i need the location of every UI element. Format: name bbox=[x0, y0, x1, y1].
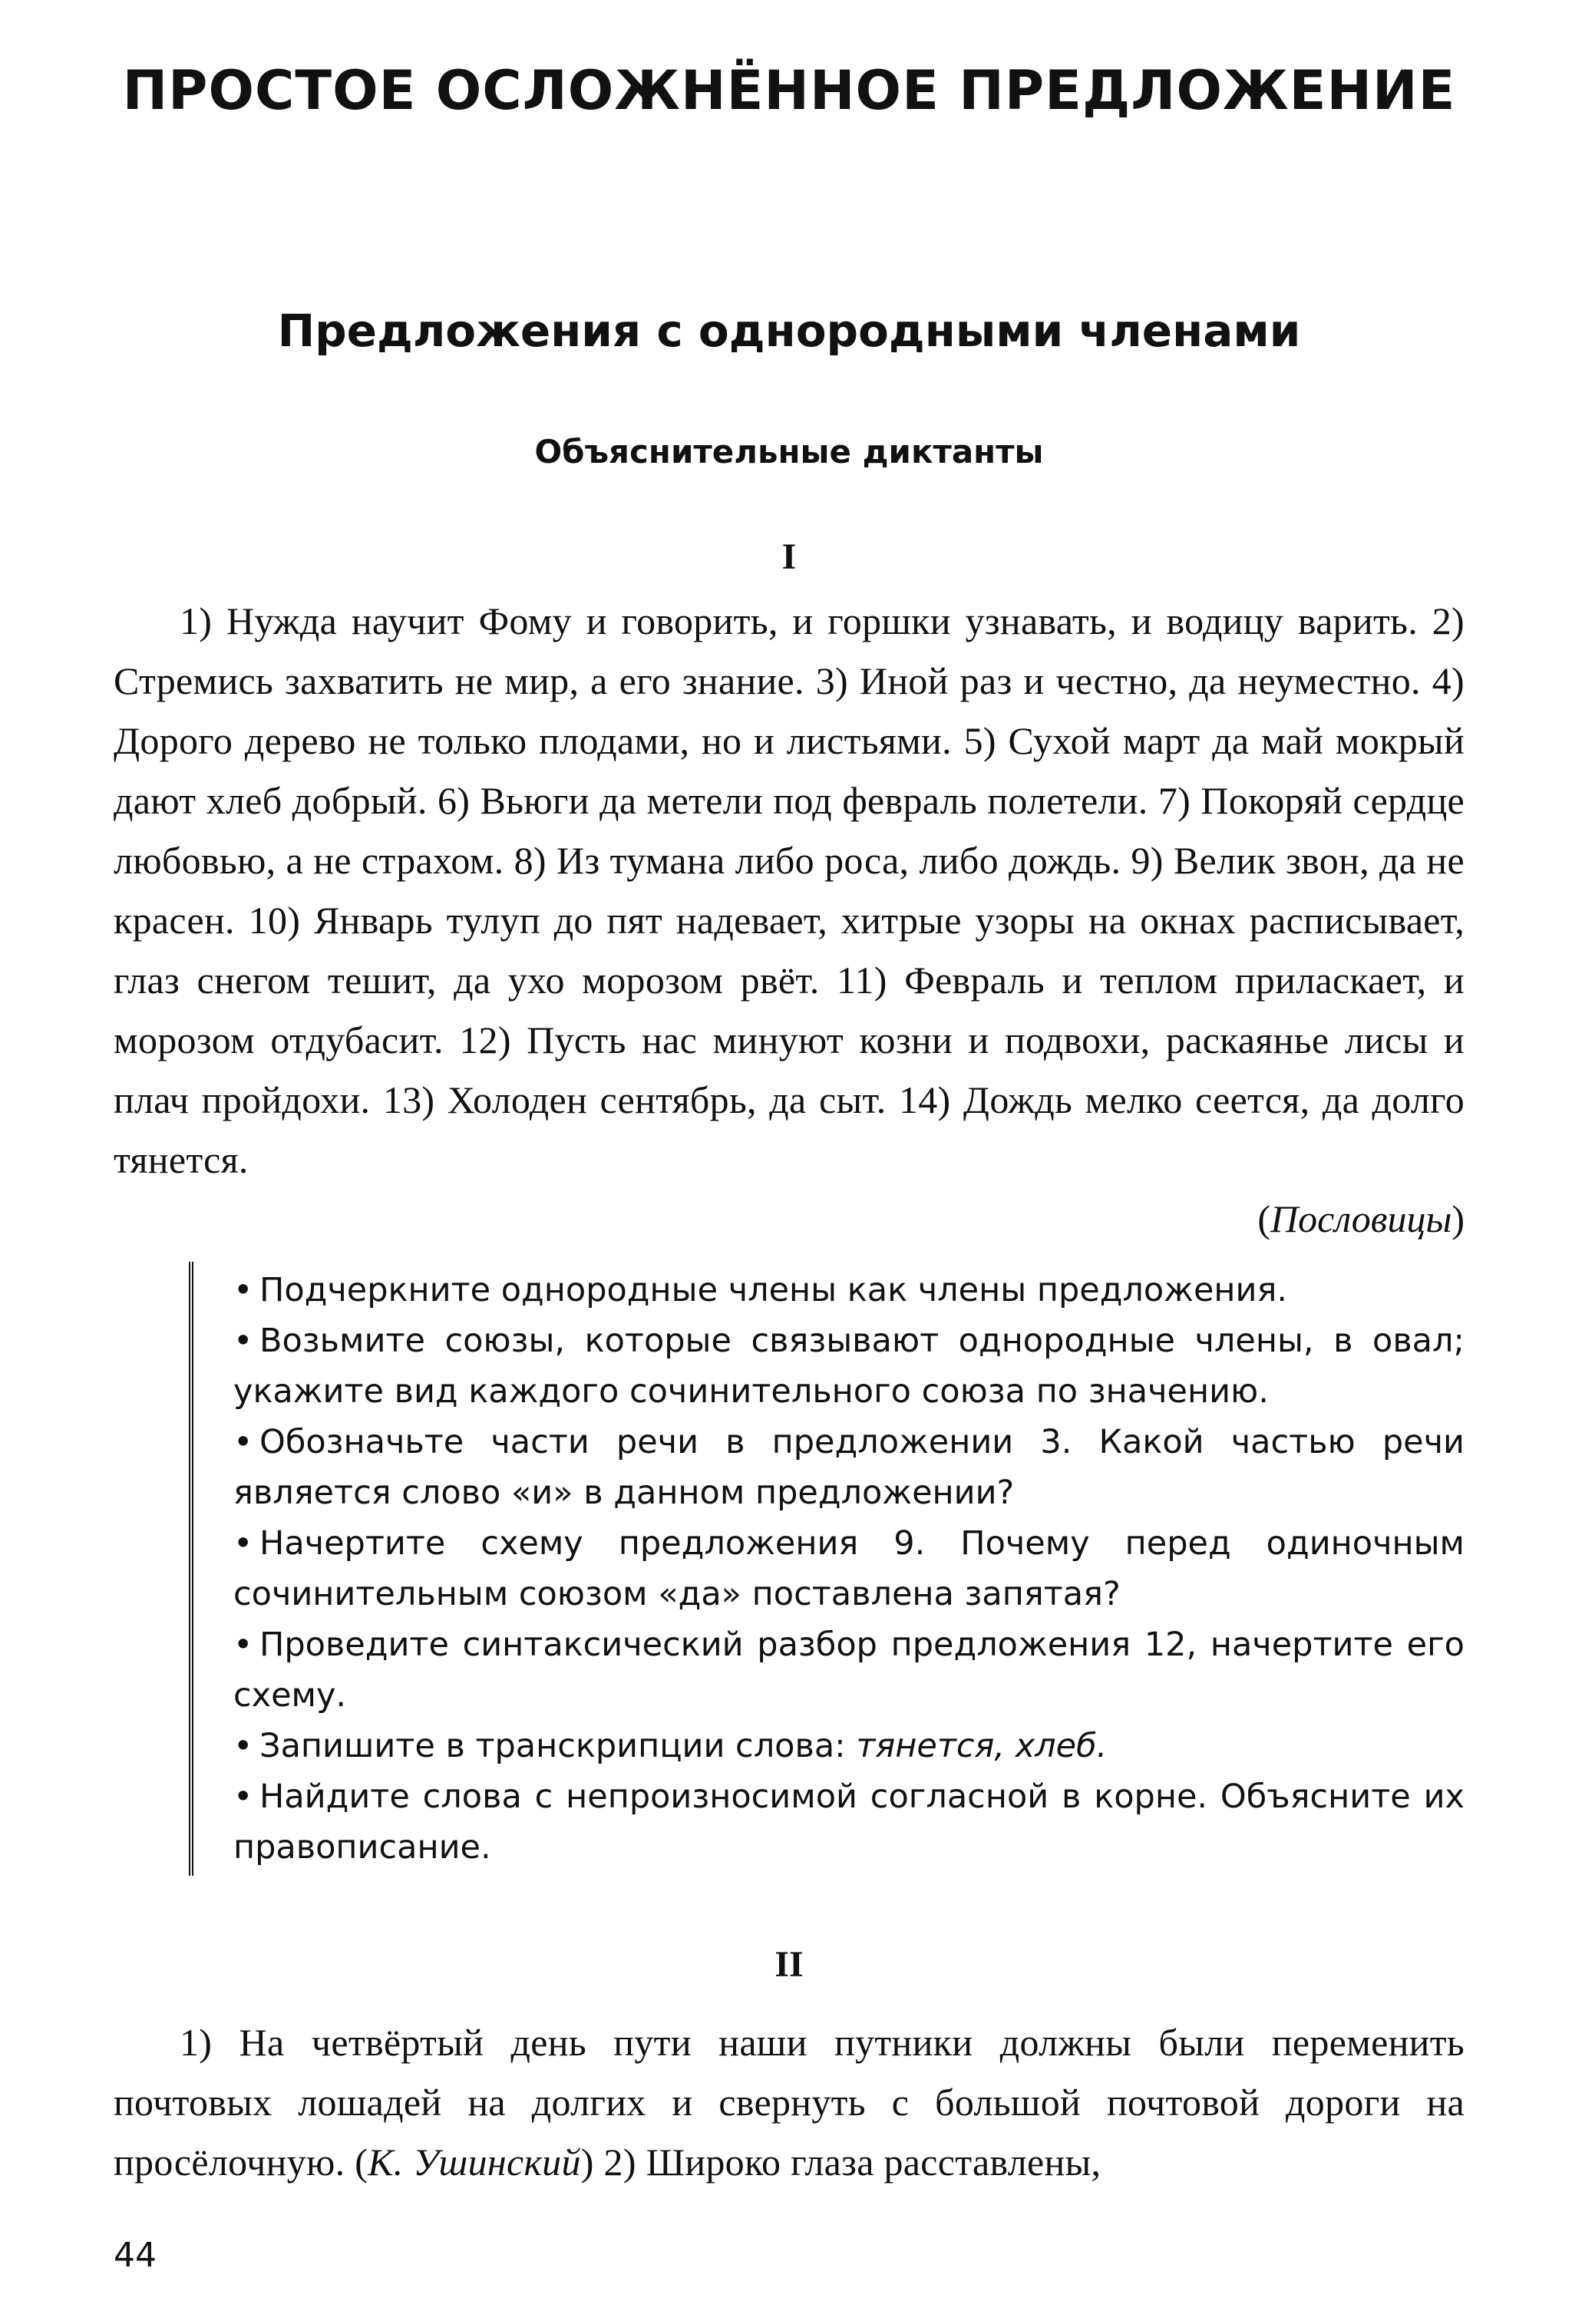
bullet-icon: • bbox=[233, 1778, 253, 1816]
task-item bbox=[233, 1721, 1465, 1771]
task-text: Найдите слова с непроизносимой согласной в корне. Объясните их правописание. bbox=[233, 1778, 1465, 1867]
task-text: Подчеркните однородные члены как члены предложения. bbox=[259, 1271, 1288, 1309]
dictation-text-2 bbox=[114, 2012, 1465, 2192]
source-label: Пословицы bbox=[1270, 1197, 1452, 1240]
source-attribution: (Пословицы) bbox=[1257, 1197, 1465, 1240]
tasks-box bbox=[189, 1262, 1465, 1876]
task-text: Возьмите союзы, которые связывают однородные члены, в овал; укажите вид каждого сочинительного союза по значению. bbox=[233, 1322, 1465, 1411]
page-number: 44 bbox=[114, 2236, 157, 2275]
task-text: Запишите в транскрипции слова: bbox=[259, 1727, 857, 1765]
task-text: Проведите синтаксический разбор предложения 12, начертите его схему. bbox=[233, 1626, 1465, 1715]
bullet-icon: • bbox=[233, 1727, 253, 1765]
task-item bbox=[233, 1417, 1465, 1518]
task-item bbox=[233, 1771, 1465, 1873]
bullet-icon: • bbox=[233, 1423, 253, 1461]
chapter-title: ПРОСТОЕ ОСЛОЖНЁННОЕ ПРЕДЛОЖЕНИЕ bbox=[122, 59, 1456, 122]
bullet-icon: • bbox=[233, 1322, 253, 1360]
task-item bbox=[233, 1518, 1465, 1619]
task-item bbox=[233, 1316, 1465, 1417]
bullet-icon: • bbox=[233, 1524, 253, 1563]
task-item bbox=[233, 1619, 1465, 1721]
bullet-icon: • bbox=[233, 1271, 253, 1309]
part-number-1: I bbox=[781, 536, 797, 577]
subsection-title: Объяснительные диктанты bbox=[534, 433, 1044, 470]
dictation-text-1: 1) Нужда научит Фому и говорить, и горшки узнавать, и водицу варить. 2) Стремись захватить не мир, а его знание. 3) Иной раз и честно, да неуместно. 4) Дорого дерево не только плодами, но и листьями. 5) Сухой март да май мокрый дают хлеб добрый. 6) Вьюги да метели под февраль полетели. 7) Покоряй сердце любовью, а не страхом. 8) Из тумана либо роса, либо дождь. 9) Велик звон, да не красен. 10) Январь тулуп до пят надевает, хитрые узоры на окнах расписывает, глаз снегом тешит, да ухо морозом рвёт. 11) Февраль и теплом приласкает, и морозом отдубасит. 12) Пусть нас минуют козни и подвохи, раскаянье лисы и плач пройдохи. 13) Холоден сентябрь, да сыт. 14) Дождь мелко сеется, да долго тянется. bbox=[114, 599, 1465, 1181]
dictation-text-2-start: 1) На четвёртый день пути наши путники должны были переменить почтовых лошадей на долгих и свернуть с большой почтовой дороги на просёлочную. ( bbox=[114, 2021, 1465, 2184]
bullet-icon: • bbox=[233, 1626, 253, 1664]
section-title: Предложения с однородными членами bbox=[277, 305, 1301, 357]
task-text: Начертите схему предложения 9. Почему перед одиночным сочинительным союзом «да» поставлена запятая? bbox=[233, 1524, 1465, 1613]
task-item bbox=[233, 1265, 1465, 1316]
dictation-text-2-end: ) 2) Широко глаза расставлены, bbox=[580, 2141, 1101, 2184]
author-name: К. Ушинский bbox=[368, 2141, 581, 2184]
part-number-2: II bbox=[774, 1944, 804, 1985]
transcription-words: тянется, хлеб. bbox=[856, 1727, 1108, 1765]
task-text: Обозначьте части речи в предложении 3. Какой частью речи является слово «и» в данном предложении? bbox=[233, 1423, 1465, 1512]
